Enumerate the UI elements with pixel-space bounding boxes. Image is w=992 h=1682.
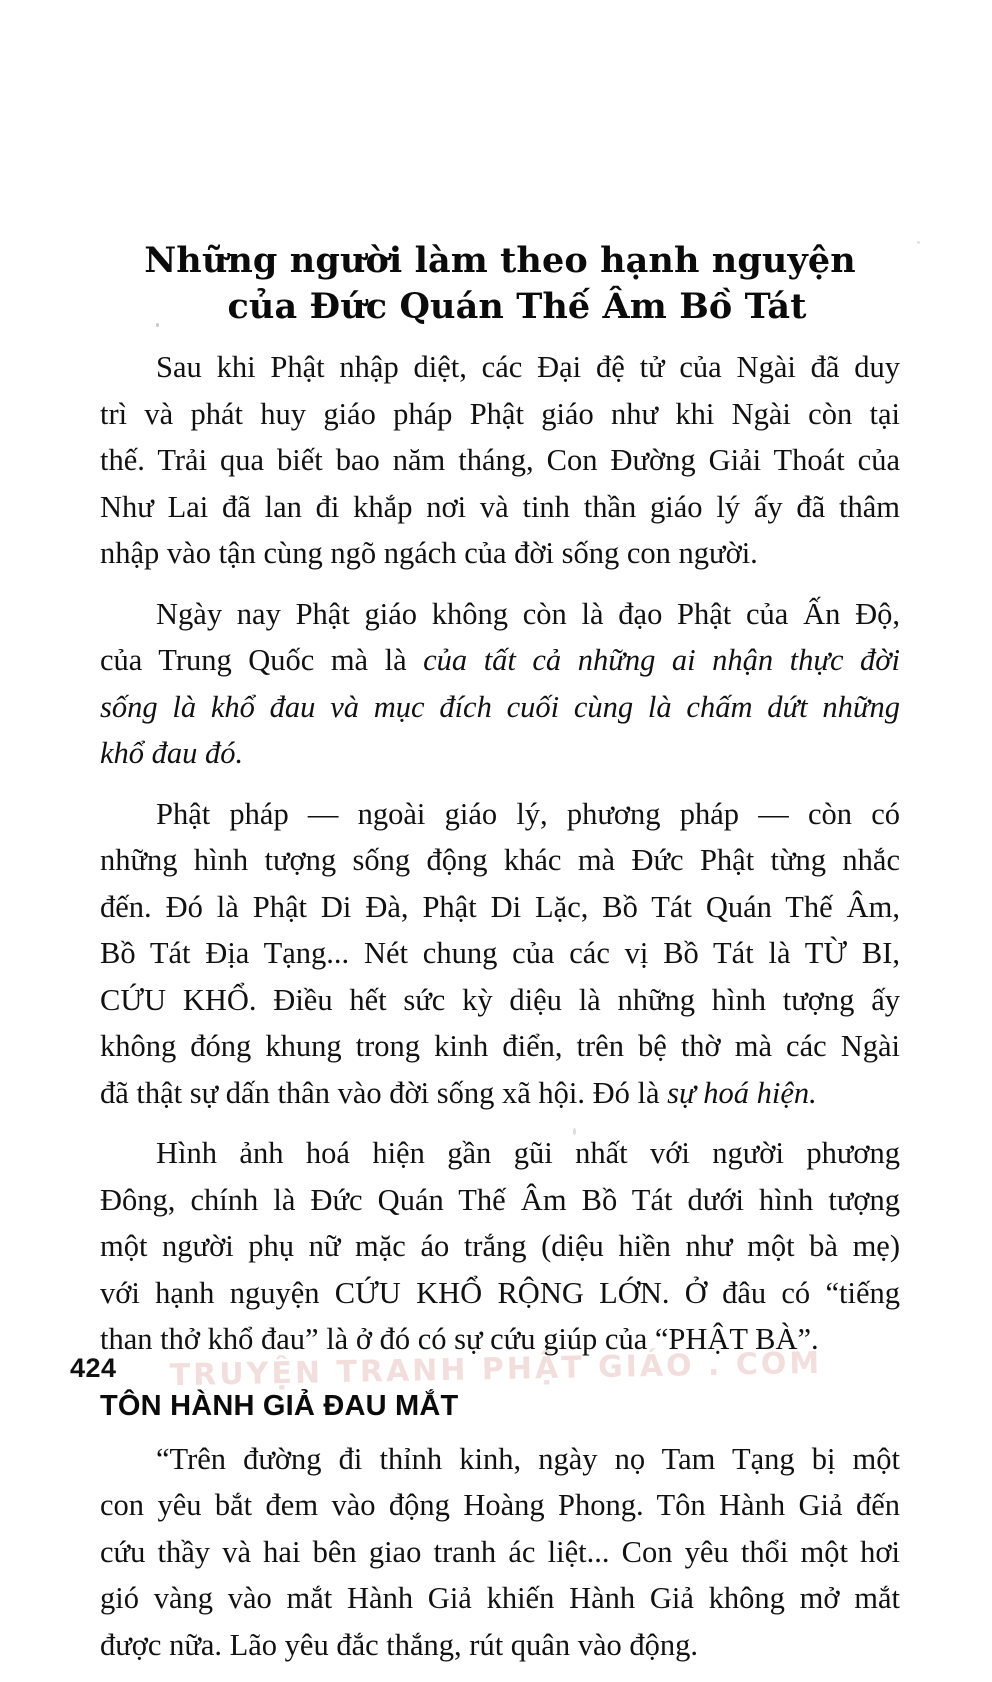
text-line: Sau khi Phật nhập diệt, các Đại đệ tử của Ngài đã duy [156,350,900,385]
text-line: không đóng khung trong kinh điển, trên bệ thờ mà các Ngài [100,1029,900,1064]
text-line: Bồ Tát Địa Tạng... Nét chung của các vị Bồ Tát là TỪ BI, [100,936,900,971]
scan-speck [917,241,920,244]
text-line: trì và phát huy giáo pháp Phật giáo như khi Ngài còn tại [100,396,900,431]
text-line: những hình tượng sống động khác mà Đức Phật từng nhắc [100,843,900,878]
text-roman-run: đã thật sự dấn thân vào đời sống xã hội. Đó là [100,1075,668,1110]
site-watermark: TRUYỆN TRANH PHẬT GIÁO . COM [169,1345,823,1394]
text-italic-run: của tất cả những ai nhận thực đời [423,643,901,678]
paragraph-1 [100,344,900,577]
text-line: Phật pháp — ngoài giáo lý, phương pháp — còn có [156,796,900,831]
paragraph-3 [100,791,900,1117]
page-number: 424 [70,1353,117,1383]
page-title-line-1: Những người làm theo hạnh nguyện [144,240,856,281]
text-line [100,1070,900,1117]
page-content [100,238,900,1682]
text-line: với hạnh nguyện CỨU KHỔ RỘNG LỚN. Ở đâu có “tiếng [100,1275,900,1310]
text-line: Ngày nay Phật giáo không còn là đạo Phật của Ấn Độ, [156,596,900,631]
text-line: “Trên đường đi thỉnh kinh, ngày nọ Tam Tạng bị một [156,1441,900,1476]
paragraph-2 [100,591,900,777]
paragraph-5 [100,1436,900,1669]
text-italic-run: sự hoá hiện. [667,1075,817,1110]
text-line-italic: khổ đau đó. [100,736,244,771]
text-line: Hình ảnh hoá hiện gần gũi nhất với người phương [156,1136,900,1171]
text-line [100,637,900,684]
text-line: Như Lai đã lan đi khắp nơi và tinh thần giáo lý ấy đã thâm [100,489,900,524]
text-line: Đông, chính là Đức Quán Thế Âm Bồ Tát dưới hình tượng [100,1182,900,1217]
text-roman-run: của Trung Quốc mà là [100,643,424,678]
text-line: đến. Đó là Phật Di Đà, Phật Di Lặc, Bồ Tát Quán Thế Âm, [100,889,900,924]
text-line: than thở khổ đau” là ở đó có sự cứu giúp của “PHẬT BÀ”. [100,1322,819,1357]
text-line-italic: sống là khổ đau và mục đích cuối cùng là chấm dứt những [100,689,900,724]
page-title-line-2: của Đức Quán Thế Âm Bồ Tát [227,286,807,328]
text-line: gió vàng vào mắt Hành Giả khiến Hành Giả không mở mắt [100,1581,900,1616]
text-line: một người phụ nữ mặc áo trắng (diệu hiền như một bà mẹ) [100,1229,900,1264]
text-line: được nữa. Lão yêu đắc thắng, rút quân vào động. [100,1627,699,1662]
text-line: CỨU KHỔ. Điều hết sức kỳ diệu là những hình tượng ấy [100,982,900,1017]
text-line: thế. Trải qua biết bao năm tháng, Con Đường Giải Thoát của [100,443,900,478]
text-line: cứu thầy và hai bên giao tranh ác liệt... Con yêu thổi một hơi [100,1534,900,1569]
page-title [100,238,900,330]
text-line: con yêu bắt đem vào động Hoàng Phong. Tôn Hành Giả đến [100,1488,900,1523]
section-heading: TÔN HÀNH GIẢ ĐAU MẮT [100,1389,459,1422]
text-line: nhập vào tận cùng ngõ ngách của đời sống con người. [100,536,758,571]
paragraph-4 [100,1130,900,1363]
